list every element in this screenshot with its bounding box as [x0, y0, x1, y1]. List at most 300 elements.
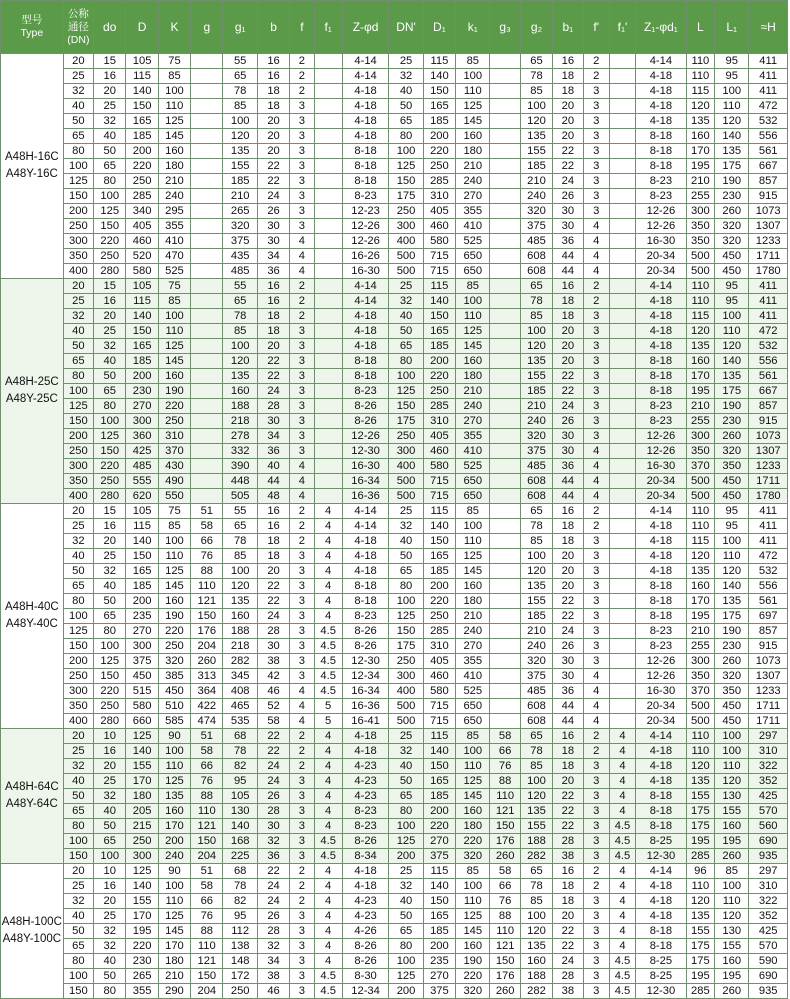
cell-H: 1307	[749, 444, 788, 459]
cell-L: 110	[686, 279, 714, 294]
cell-k1: 410	[456, 444, 490, 459]
cell-b: 30	[257, 234, 289, 249]
cell-g1: 78	[223, 309, 257, 324]
cell-D: 555	[126, 474, 158, 489]
cell-L1: 320	[715, 234, 749, 249]
cell-H: 697	[749, 609, 788, 624]
cell-b1: 30	[553, 669, 583, 684]
cell-DN2: 300	[389, 444, 423, 459]
column-header-g1: g₁	[223, 1, 257, 54]
cell-K: 100	[158, 744, 190, 759]
cell-b: 24	[257, 189, 289, 204]
cell-g3	[490, 279, 520, 294]
cell-g	[191, 234, 223, 249]
cell-b: 16	[257, 519, 289, 534]
cell-g1: 65	[223, 519, 257, 534]
cell-f3: 4	[609, 744, 635, 759]
cell-g: 313	[191, 669, 223, 684]
cell-k1: 145	[456, 339, 490, 354]
cell-k1: 525	[456, 684, 490, 699]
cell-z1d1: 20-34	[636, 474, 687, 489]
cell-f2: 3	[583, 549, 609, 564]
cell-g2: 65	[520, 504, 552, 519]
cell-g3: 58	[490, 864, 520, 879]
cell-D1: 185	[423, 789, 455, 804]
cell-f3	[609, 414, 635, 429]
table-row	[1, 324, 788, 339]
cell-g2: 320	[520, 204, 552, 219]
cell-g1: 332	[223, 444, 257, 459]
cell-dn: 350	[63, 249, 93, 264]
cell-z1d1: 12-30	[636, 849, 687, 864]
cell-f3	[609, 204, 635, 219]
model-type-label: A48Y-100C	[2, 933, 62, 945]
cell-dn: 50	[63, 564, 93, 579]
cell-z1d1: 20-34	[636, 699, 687, 714]
cell-D1: 140	[423, 519, 455, 534]
cell-k1: 270	[456, 189, 490, 204]
cell-d0: 150	[94, 219, 126, 234]
cell-b1: 20	[553, 354, 583, 369]
cell-d0: 15	[94, 504, 126, 519]
cell-f3: 4	[609, 789, 635, 804]
cell-f1: 5	[314, 714, 342, 729]
cell-z1d1: 8-25	[636, 969, 687, 984]
cell-f: 3	[290, 654, 314, 669]
cell-L1: 155	[715, 939, 749, 954]
cell-f1: 4.5	[314, 849, 342, 864]
cell-f: 3	[290, 609, 314, 624]
cell-b1: 18	[553, 534, 583, 549]
cell-L1: 120	[715, 564, 749, 579]
cell-f2: 3	[583, 759, 609, 774]
cell-g: 58	[191, 744, 223, 759]
column-header-b: b	[257, 1, 289, 54]
cell-K: 90	[158, 864, 190, 879]
cell-b1: 22	[553, 594, 583, 609]
cell-f: 3	[290, 189, 314, 204]
cell-D1: 405	[423, 204, 455, 219]
cell-f1	[314, 204, 342, 219]
cell-f3	[609, 144, 635, 159]
cell-f: 3	[290, 984, 314, 999]
cell-K: 210	[158, 174, 190, 189]
cell-f2: 3	[583, 819, 609, 834]
cell-D: 230	[126, 384, 158, 399]
cell-b1: 30	[553, 429, 583, 444]
cell-f3	[609, 114, 635, 129]
cell-K: 370	[158, 444, 190, 459]
cell-L1: 450	[715, 474, 749, 489]
cell-g3	[490, 84, 520, 99]
cell-L: 170	[686, 144, 714, 159]
cell-d0: 16	[94, 69, 126, 84]
cell-z1d1: 8-18	[636, 924, 687, 939]
cell-D1: 220	[423, 144, 455, 159]
cell-L: 350	[686, 669, 714, 684]
cell-D1: 165	[423, 774, 455, 789]
cell-f1	[314, 444, 342, 459]
cell-K: 110	[158, 99, 190, 114]
cell-k1: 355	[456, 429, 490, 444]
cell-z1d1: 8-18	[636, 129, 687, 144]
cell-k1: 270	[456, 639, 490, 654]
cell-g2: 120	[520, 339, 552, 354]
cell-d0: 125	[94, 654, 126, 669]
model-type-cell	[1, 864, 64, 999]
cell-b1: 36	[553, 459, 583, 474]
cell-b1: 24	[553, 624, 583, 639]
cell-z1d1: 4-18	[636, 69, 687, 84]
cell-zd: 4-18	[342, 324, 389, 339]
cell-g	[191, 249, 223, 264]
cell-d0: 10	[94, 729, 126, 744]
cell-k1: 190	[456, 954, 490, 969]
cell-D: 185	[126, 354, 158, 369]
cell-L: 500	[686, 264, 714, 279]
cell-g: 51	[191, 504, 223, 519]
cell-DN2: 300	[389, 219, 423, 234]
cell-f1: 4	[314, 504, 342, 519]
cell-z1d1: 4-18	[636, 564, 687, 579]
cell-zd: 4-23	[342, 894, 389, 909]
cell-z1d1: 4-18	[636, 534, 687, 549]
cell-g1: 160	[223, 384, 257, 399]
cell-g2: 608	[520, 699, 552, 714]
cell-b1: 44	[553, 489, 583, 504]
cell-f: 3	[290, 579, 314, 594]
cell-D1: 460	[423, 219, 455, 234]
cell-f1	[314, 234, 342, 249]
table-row	[1, 969, 788, 984]
cell-k1: 650	[456, 489, 490, 504]
cell-L: 175	[686, 819, 714, 834]
cell-f1: 4.5	[314, 624, 342, 639]
cell-g3: 76	[490, 894, 520, 909]
cell-f3	[609, 399, 635, 414]
table-row	[1, 489, 788, 504]
cell-L1: 140	[715, 579, 749, 594]
cell-z1d1: 8-18	[636, 819, 687, 834]
cell-f2: 3	[583, 564, 609, 579]
cell-f: 3	[290, 174, 314, 189]
cell-k1: 85	[456, 729, 490, 744]
cell-DN2: 100	[389, 144, 423, 159]
cell-K: 160	[158, 369, 190, 384]
cell-f1: 4.5	[314, 684, 342, 699]
cell-d0: 65	[94, 384, 126, 399]
model-type-label: A48Y-16C	[5, 168, 58, 180]
table-row	[1, 684, 788, 699]
cell-g: 66	[191, 759, 223, 774]
cell-dn: 65	[63, 129, 93, 144]
cell-f1	[314, 384, 342, 399]
cell-k1: 85	[456, 864, 490, 879]
cell-D1: 405	[423, 654, 455, 669]
table-row	[1, 834, 788, 849]
table-row	[1, 414, 788, 429]
cell-f3	[609, 84, 635, 99]
cell-d0: 25	[94, 774, 126, 789]
cell-f: 3	[290, 129, 314, 144]
cell-d0: 80	[94, 174, 126, 189]
cell-DN2: 80	[389, 579, 423, 594]
cell-g3	[490, 144, 520, 159]
cell-f3: 4.5	[609, 834, 635, 849]
cell-z1d1: 20-34	[636, 489, 687, 504]
model-type-cell	[1, 279, 64, 504]
cell-L: 120	[686, 894, 714, 909]
cell-b: 24	[257, 384, 289, 399]
cell-zd: 4-14	[342, 294, 389, 309]
cell-f1: 4	[314, 759, 342, 774]
cell-z1d1: 8-18	[636, 804, 687, 819]
cell-D1: 140	[423, 879, 455, 894]
cell-f2: 4	[583, 684, 609, 699]
table-header	[1, 1, 788, 54]
cell-f: 4	[290, 459, 314, 474]
cell-dn: 40	[63, 99, 93, 114]
cell-f2: 4	[583, 444, 609, 459]
cell-L1: 320	[715, 444, 749, 459]
cell-dn: 40	[63, 774, 93, 789]
cell-D1: 140	[423, 744, 455, 759]
cell-b1: 20	[553, 129, 583, 144]
cell-z1d1: 4-18	[636, 309, 687, 324]
cell-L1: 260	[715, 429, 749, 444]
cell-K: 125	[158, 774, 190, 789]
cell-H: 561	[749, 144, 788, 159]
cell-L1: 135	[715, 594, 749, 609]
cell-z1d1: 8-23	[636, 624, 687, 639]
cell-DN2: 500	[389, 714, 423, 729]
cell-f: 3	[290, 939, 314, 954]
cell-b1: 16	[553, 504, 583, 519]
cell-f2: 2	[583, 879, 609, 894]
table-row	[1, 54, 788, 69]
cell-dn: 65	[63, 579, 93, 594]
cell-f1	[314, 84, 342, 99]
cell-k1: 220	[456, 834, 490, 849]
cell-g1: 78	[223, 879, 257, 894]
cell-DN2: 32	[389, 744, 423, 759]
cell-K: 100	[158, 309, 190, 324]
cell-K: 125	[158, 909, 190, 924]
cell-z1d1: 8-23	[636, 639, 687, 654]
cell-f2: 2	[583, 864, 609, 879]
cell-d0: 220	[94, 234, 126, 249]
cell-g1: 120	[223, 354, 257, 369]
cell-g3: 176	[490, 969, 520, 984]
cell-K: 125	[158, 564, 190, 579]
cell-g3: 58	[490, 729, 520, 744]
cell-dn: 20	[63, 504, 93, 519]
cell-b: 22	[257, 729, 289, 744]
cell-DN2: 40	[389, 84, 423, 99]
cell-g1: 135	[223, 594, 257, 609]
cell-f1	[314, 489, 342, 504]
cell-D: 140	[126, 534, 158, 549]
cell-d0: 100	[94, 639, 126, 654]
cell-D1: 165	[423, 549, 455, 564]
cell-zd: 4-18	[342, 114, 389, 129]
cell-d0: 150	[94, 669, 126, 684]
cell-D: 150	[126, 549, 158, 564]
cell-zd: 8-34	[342, 849, 389, 864]
cell-H: 411	[749, 54, 788, 69]
cell-dn: 200	[63, 204, 93, 219]
cell-z1d1: 8-18	[636, 594, 687, 609]
cell-DN2: 25	[389, 864, 423, 879]
cell-f3: 4	[609, 804, 635, 819]
cell-DN2: 200	[389, 984, 423, 999]
cell-k1: 110	[456, 534, 490, 549]
cell-b: 22	[257, 864, 289, 879]
cell-DN2: 175	[389, 639, 423, 654]
cell-k1: 180	[456, 819, 490, 834]
cell-DN2: 65	[389, 789, 423, 804]
cell-b: 18	[257, 534, 289, 549]
cell-b: 38	[257, 969, 289, 984]
cell-b1: 20	[553, 564, 583, 579]
cell-D1: 200	[423, 939, 455, 954]
cell-b1: 38	[553, 984, 583, 999]
cell-d0: 40	[94, 804, 126, 819]
cell-f: 4	[290, 489, 314, 504]
cell-dn: 25	[63, 744, 93, 759]
cell-g3	[490, 204, 520, 219]
cell-g	[191, 324, 223, 339]
cell-dn: 300	[63, 459, 93, 474]
cell-d0: 10	[94, 864, 126, 879]
cell-g1: 85	[223, 549, 257, 564]
cell-f2: 3	[583, 399, 609, 414]
cell-k1: 270	[456, 414, 490, 429]
cell-zd: 8-18	[342, 579, 389, 594]
cell-zd: 12-26	[342, 234, 389, 249]
cell-g2: 185	[520, 384, 552, 399]
cell-g3	[490, 549, 520, 564]
cell-g3: 76	[490, 759, 520, 774]
cell-K: 240	[158, 189, 190, 204]
model-type-label: A48H-25C	[5, 376, 59, 388]
header-row	[1, 1, 788, 54]
cell-f1: 4	[314, 549, 342, 564]
cell-z1d1: 12-26	[636, 204, 687, 219]
cell-L: 175	[686, 939, 714, 954]
cell-f2: 3	[583, 339, 609, 354]
cell-g3	[490, 474, 520, 489]
cell-f: 2	[290, 294, 314, 309]
cell-f1	[314, 429, 342, 444]
cell-g: 66	[191, 534, 223, 549]
cell-D1: 150	[423, 309, 455, 324]
cell-b1: 18	[553, 744, 583, 759]
cell-dn: 400	[63, 264, 93, 279]
cell-f3	[609, 129, 635, 144]
cell-f1: 4	[314, 579, 342, 594]
cell-g3: 110	[490, 789, 520, 804]
cell-g3: 88	[490, 909, 520, 924]
cell-D: 270	[126, 624, 158, 639]
cell-g1: 390	[223, 459, 257, 474]
cell-g2: 100	[520, 549, 552, 564]
cell-b: 26	[257, 204, 289, 219]
cell-K: 410	[158, 234, 190, 249]
cell-D: 195	[126, 924, 158, 939]
cell-z1d1: 8-18	[636, 384, 687, 399]
cell-D: 375	[126, 654, 158, 669]
cell-f3: 4	[609, 879, 635, 894]
cell-D: 460	[126, 234, 158, 249]
cell-d0: 40	[94, 954, 126, 969]
cell-D1: 580	[423, 684, 455, 699]
cell-b1: 44	[553, 714, 583, 729]
cell-g: 121	[191, 819, 223, 834]
cell-L1: 130	[715, 789, 749, 804]
cell-H: 411	[749, 519, 788, 534]
cell-b1: 22	[553, 144, 583, 159]
cell-L: 120	[686, 759, 714, 774]
cell-dn: 150	[63, 984, 93, 999]
cell-k1: 320	[456, 984, 490, 999]
cell-D1: 715	[423, 249, 455, 264]
cell-f: 3	[290, 954, 314, 969]
cell-DN2: 50	[389, 909, 423, 924]
cell-g2: 240	[520, 414, 552, 429]
cell-DN2: 175	[389, 414, 423, 429]
cell-dn: 65	[63, 939, 93, 954]
cell-g3	[490, 324, 520, 339]
table-row	[1, 699, 788, 714]
cell-f2: 3	[583, 324, 609, 339]
cell-k1: 650	[456, 249, 490, 264]
cell-d0: 150	[94, 444, 126, 459]
cell-f2: 3	[583, 849, 609, 864]
cell-b: 22	[257, 159, 289, 174]
cell-d0: 65	[94, 159, 126, 174]
cell-f3: 4.5	[609, 984, 635, 999]
cell-L1: 140	[715, 354, 749, 369]
cell-z1d1: 4-18	[636, 774, 687, 789]
cell-H: 411	[749, 534, 788, 549]
cell-b1: 30	[553, 654, 583, 669]
cell-L: 285	[686, 984, 714, 999]
cell-L1: 260	[715, 654, 749, 669]
cell-z1d1: 16-30	[636, 684, 687, 699]
cell-D: 200	[126, 144, 158, 159]
cell-g1: 188	[223, 399, 257, 414]
cell-dn: 80	[63, 369, 93, 384]
cell-g3	[490, 114, 520, 129]
table-row	[1, 774, 788, 789]
cell-D1: 715	[423, 714, 455, 729]
cell-f1: 4	[314, 789, 342, 804]
cell-b: 46	[257, 684, 289, 699]
cell-dn: 125	[63, 624, 93, 639]
cell-g: 110	[191, 939, 223, 954]
cell-d0: 32	[94, 114, 126, 129]
cell-DN2: 32	[389, 519, 423, 534]
cell-f1: 4	[314, 609, 342, 624]
cell-D: 125	[126, 864, 158, 879]
cell-H: 322	[749, 894, 788, 909]
cell-L1: 110	[715, 894, 749, 909]
cell-f2: 3	[583, 309, 609, 324]
cell-z1d1: 12-26	[636, 669, 687, 684]
cell-g	[191, 189, 223, 204]
cell-b: 28	[257, 924, 289, 939]
